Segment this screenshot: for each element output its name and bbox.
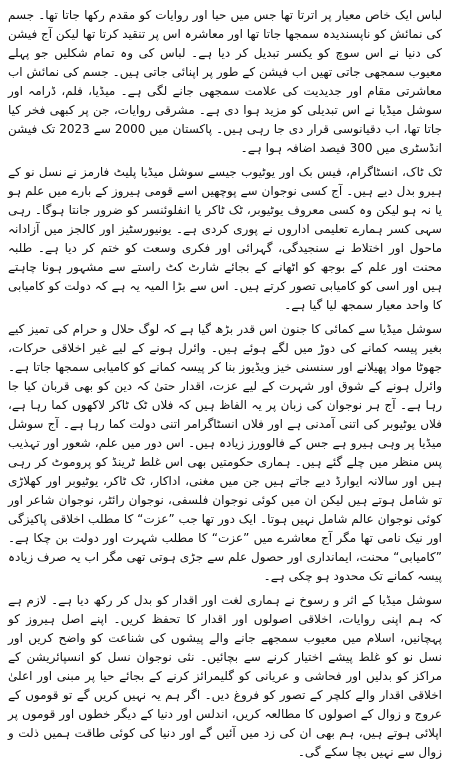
article-paragraph-4: سوشل میڈیا کے اثر و رسوخ نے ہماری لغت اور اقدار کو بدل کر رکھ دیا ہے۔ لازم ہے کہ ہم اپنی روایات، اخلاقی اصولوں اور اقدار کا تحفظ کریں۔ اپنے اصل ہیروز کو پہچانیں، اسلام میں معیوب سمجھے جانے والے پیشوں کی شناعت کو واضح کریں اور نسل نو کو غلط پیشے اختیار کرنے سے بچائیں۔ نئی نوجوان نسل کو انسپائریشن کے مراکز کو بدلیں اور فحاشی و عریانی کو گلیمرائز کرنے کے بجائے حیا پر مبنی اور اعلیٰ اخلاقی اقدار والے کلچر کے تصور کو فروغ دیں۔ اگر ہم یہ نہیں کریں گے تو قوموں کے عروج و زوال کے اصولوں کا مطالعہ کریں، اندلس اور دنیا کے دیگر خطوں اور قوموں پر اپلائی ہوتے ہیں، ہم بھی ان کی زد میں آئیں گے اور دنیا کی کوئی طاقت ہمیں ذلت و زوال سے نہیں بچا سکے گی۔ bbox=[8, 593, 442, 759]
article-paragraph-1: لباس ایک خاص معیار پر اترتا تھا جس میں حیا اور روایات کو مقدم رکھا جاتا تھا۔ جسم کی نمائش کو ناپسندیدہ سمجھا جاتا تھا اور معاشرہ اس پر تنقید کرتا تھا لیکن آج فیشن کی دنیا نے اس سوچ کو یکسر تبدیل کر دیا ہے۔ لباس کی وہ تمام شکلیں جو پہلے معیوب سمجھی جاتی تھیں اب فیشن کے طور پر اپنائی جاتی ہیں۔ جسم کی نمائش اب معاشرتی مقام اور جدیدیت کی علامت سمجھی جانے لگی ہے۔ میڈیا، فلم، ڈرامہ اور سوشل میڈیا نے اس تبدیلی کو مزید ہوا دی ہے۔ مشرقی روایات، جن پر کبھی فخر کیا جاتا تھا، اب دقیانوسی قرار دی جا رہی ہیں۔ پاکستان میں 2000 سے 2023 تک فیشن انڈسٹری میں 300 فیصد اضافہ ہوا ہے۔ bbox=[8, 8, 443, 155]
article-paragraph-2: ٹک ٹاک، انسٹاگرام، فیس بک اور یوٹیوب جیسے سوشل میڈیا پلیٹ فارمز نے نسل نو کے ہیرو بدل دیے ہیں۔ آج کسی نوجوان سے پوچھیں اسے قومی ہیروز کے بارے میں علم ہو یا نہ ہو لیکن وہ کسی معروف یوٹیوبر، ٹک ٹاکر یا انفلوئنسر کو ضرور جانتا ہوگا۔ رہی سہی کسر ہمارے تعلیمی اداروں نے پوری کردی ہے۔ یونیورسٹیز اور کالجز میں آزادانہ ماحول اور اختلاط نے سنجیدگی، گہرائی اور فکری وسعت کو ختم کر دیا ہے۔ طلبہ محنت اور علم کے بوجھ کو اٹھانے کے بجائے شارٹ کٹ راستے سے مشہور ہونا چاہتے ہیں اور اسی کو کامیابی تصور کرتے ہیں۔ اس سے بڑا المیہ یہ ہے کہ دولت کو کامیابی کا واحد معیار سمجھ لیا گیا ہے۔ bbox=[8, 165, 442, 312]
article-paragraph-3: سوشل میڈیا سے کمائی کا جنون اس قدر بڑھ گیا ہے کہ لوگ حلال و حرام کی تمیز کیے بغیر پیسہ کمانے کی دوڑ میں لگے ہوئے ہیں۔ وائرل ہونے کے لیے غیر اخلاقی حرکات، جھوٹا مواد پھیلانے اور سنسنی خیز ویڈیوز بنا کر پیسہ کمانے کو کامیابی سمجھا جاتا ہے۔ وائرل ہونے کے شوق اور شہرت کے لیے عزت، اقدار حتیٰ کہ دین کو بھی قربان کیا جا رہا ہے۔ آج ہر نوجوان کی زبان پر یہ الفاظ ہیں کہ فلاں ٹک ٹاکر لاکھوں کما رہا ہے، فلاں یوٹیوبر کی اتنی آمدنی ہے اور فلاں انسٹاگرامر اتنی دولت کما رہا ہے۔ آج سوشل میڈیا پر وہی ہیرو ہے جس کے فالوورز زیادہ ہیں۔ اس دور میں علم، شعور اور تہذیب پس منظر میں چلے گئے ہیں۔ ہماری حکومتیں بھی اس غلط ٹرینڈ کو پروموٹ کر رہی ہیں اور سالانہ ایوارڈ دیے جاتے ہیں جن میں مغنی، اداکار، ٹک ٹاکر، یوٹیوبر اور کھلاڑی تو شامل ہوتے ہیں لیکن ان میں کوئی نوجوان فلسفی، نوجوان رائٹر، نوجوان شاعر اور کوئی نوجوان عالم شامل نہیں ہوتا۔ ایک دور تھا جب ”عزت“ کا مطلب اخلاقی پاکیزگی اور نیک نامی تھا مگر آج معاشرے میں ”عزت“ کا مطلب شہرت اور دولت بن چکا ہے۔ ”کامیابی“ محنت، ایمانداری اور حصول علم سے جڑی ہوتی تھی مگر اب یہ صرف زیادہ پیسہ کمانے تک محدود ہو چکی ہے۔ bbox=[8, 322, 442, 583]
